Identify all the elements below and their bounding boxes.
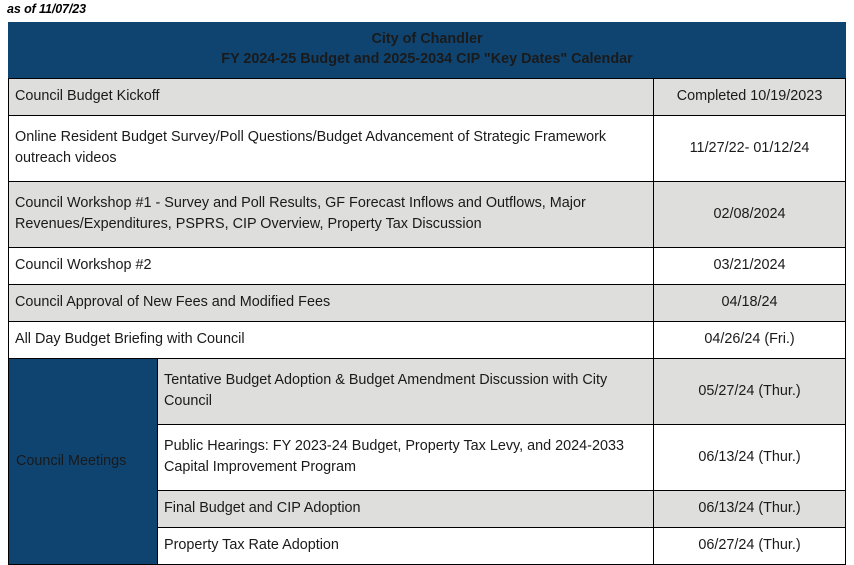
row-date: 06/13/24 (Thur.) [654,424,846,490]
row-date: 02/08/2024 [654,181,846,247]
row-description: All Day Budget Briefing with Council [9,321,654,358]
row-description: Public Hearings: FY 2023-24 Budget, Property Tax Levy, and 2024-2033 Capital Improvement Program [158,424,654,490]
table-row [9,78,846,115]
table-title [9,23,846,79]
row-date: Completed 10/19/2023 [654,78,846,115]
row-description: Final Budget and CIP Adoption [158,490,654,527]
row-description: Property Tax Rate Adoption [158,527,654,564]
row-description: Online Resident Budget Survey/Poll Questions/Budget Advancement of Strategic Framework outreach videos [9,115,654,181]
title-line-1: City of Chandler [371,31,483,47]
row-description: Council Workshop #1 - Survey and Poll Results, GF Forecast Inflows and Outflows, Major Revenues/Expenditures, PSPRS, CIP Overview, Property Tax Discussion [9,181,654,247]
table-row [9,247,846,284]
row-description: Council Workshop #2 [9,247,654,284]
key-dates-table [8,22,846,565]
table-row [9,181,846,247]
table-row [9,358,846,424]
row-date: 04/26/24 (Fri.) [654,321,846,358]
row-date: 11/27/22- 01/12/24 [654,115,846,181]
table-header-row [9,23,846,79]
row-description: Council Budget Kickoff [9,78,654,115]
table-row [9,284,846,321]
row-date: 06/27/24 (Thur.) [654,527,846,564]
table-row [9,115,846,181]
row-description: Council Approval of New Fees and Modified Fees [9,284,654,321]
row-description: Tentative Budget Adoption & Budget Amendment Discussion with City Council [158,358,654,424]
row-date: 05/27/24 (Thur.) [654,358,846,424]
row-date: 04/18/24 [654,284,846,321]
table-row [9,321,846,358]
title-line-2: FY 2024-25 Budget and 2025-2034 CIP "Key Dates" Calendar [221,51,633,68]
as-of-label: as of 11/07/23 [7,2,86,16]
row-date: 06/13/24 (Thur.) [654,490,846,527]
row-date: 03/21/2024 [654,247,846,284]
council-meetings-group-label: Council Meetings [9,358,158,564]
